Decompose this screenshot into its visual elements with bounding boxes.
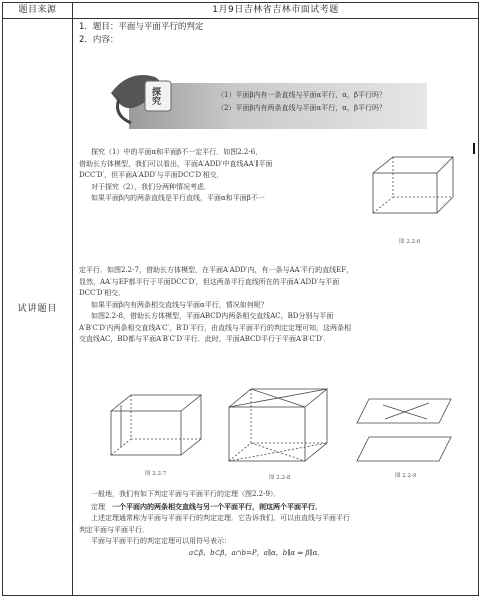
explore-banner bbox=[109, 63, 435, 133]
topic-label: 试讲题目 bbox=[17, 303, 58, 314]
para-6a: 如图2.2-8，借助长方体模型，平面ABCD内两条相交直线AC，BD分别与平面 bbox=[91, 312, 334, 320]
figure-2-2-9 bbox=[355, 395, 455, 469]
para-2: 对于探究（2），我们分两种情况考虑． bbox=[91, 182, 211, 191]
question-1: （1）平面β内有一条直线与平面α平行，α，β平行吗？ bbox=[217, 91, 387, 99]
item-list bbox=[73, 19, 478, 47]
para-4a: 定平行．如图2.2-7，借助长方体模型，在平面A′ADD′内，有一条与AA′平行的直线EF， bbox=[79, 266, 354, 274]
para-6b: A′B′C′D′内两条相交直线A′C′，B′D′平行，由直线与平面平行的判定定理可知，这两条相 bbox=[79, 323, 352, 332]
topic-label-cell bbox=[3, 19, 73, 596]
theorem-line bbox=[79, 501, 474, 514]
para-6c: 交直线AC，BD都与平面A′B′C′D′平行．此时，平面ABCD平行于平面A′B′C′D′． bbox=[79, 335, 331, 343]
para-4b: 显然，AA′与EF都平行于平面DCC′D′，但这两条平行直线所在的平面A′ADD′与平面 bbox=[79, 277, 340, 286]
para-7: 一般地，我们有如下判定平面与平面平行的定理（图2.2-9）． bbox=[91, 490, 281, 498]
question-2: （2）平面β内有两条直线与平面α平行，α，β平行吗？ bbox=[217, 104, 387, 112]
source-label: 题目来源 bbox=[18, 5, 57, 15]
text-cursor-mark bbox=[473, 143, 475, 154]
para-4c: DCC′D′相交． bbox=[79, 289, 126, 297]
caption-fig8: 图 2.2-8 bbox=[269, 475, 291, 481]
title-cell bbox=[73, 3, 479, 19]
item-topic: 1．题目：平面与平面平行的判定 bbox=[79, 22, 204, 32]
formula: a⊂β，b⊂β，a∩b=P，a∥α，b∥α ⇒ β∥α． bbox=[189, 548, 325, 557]
para-5: 如果平面β内有两条相交直线与平面α平行，情况如何呢？ bbox=[91, 300, 268, 309]
paragraph-block-3 bbox=[79, 489, 474, 559]
caption-fig9: 图 2.2-9 bbox=[395, 473, 417, 479]
para-1a: 探究（1）中的平面α和平面β不一定平行．如图2.2-6， bbox=[91, 148, 263, 156]
caption-fig6: 图 2.2-6 bbox=[399, 239, 421, 245]
content-cell bbox=[73, 19, 479, 596]
para-8b: 判定平面与平面平行． bbox=[79, 525, 149, 534]
figure-2-2-6 bbox=[369, 151, 461, 233]
page-title: 1月9日吉林省吉林市面试考题 bbox=[212, 5, 339, 15]
para-9: 平面与平面平行的判定定理可以用符号表示： bbox=[91, 537, 231, 545]
para-1b: 借助长方体模型，我们可以看出，平面A′ADD′中直线AA′∥平面 bbox=[79, 159, 273, 168]
caption-fig7: 图 2.2-7 bbox=[145, 471, 167, 477]
para-8a: 上述定理通常称为平面与平面平行的判定定理．它告诉我们，可以由直线与平面平行 bbox=[91, 514, 350, 522]
figure-2-2-7 bbox=[107, 389, 207, 465]
figure-2-2-8 bbox=[225, 383, 335, 469]
source-label-cell bbox=[3, 3, 73, 19]
exam-table bbox=[2, 2, 479, 596]
item-content: 2．内容： bbox=[79, 35, 119, 45]
banner-questions bbox=[217, 89, 386, 115]
explore-badge: 探究 bbox=[150, 87, 160, 105]
theorem-text: 一个平面内的两条相交直线与另一个平面平行，则这两个平面平行． bbox=[112, 501, 322, 511]
theorem-label: 定理 bbox=[91, 502, 105, 511]
paragraph-block-1 bbox=[79, 147, 359, 205]
para-3: 如果平面β内的两条直线是平行直线，平面α和平面β不一 bbox=[91, 194, 265, 202]
para-1c: DCC′D′，但平面A′ADD′与平面DCC′D′相交． bbox=[79, 171, 224, 179]
paragraph-block-2 bbox=[79, 265, 474, 346]
